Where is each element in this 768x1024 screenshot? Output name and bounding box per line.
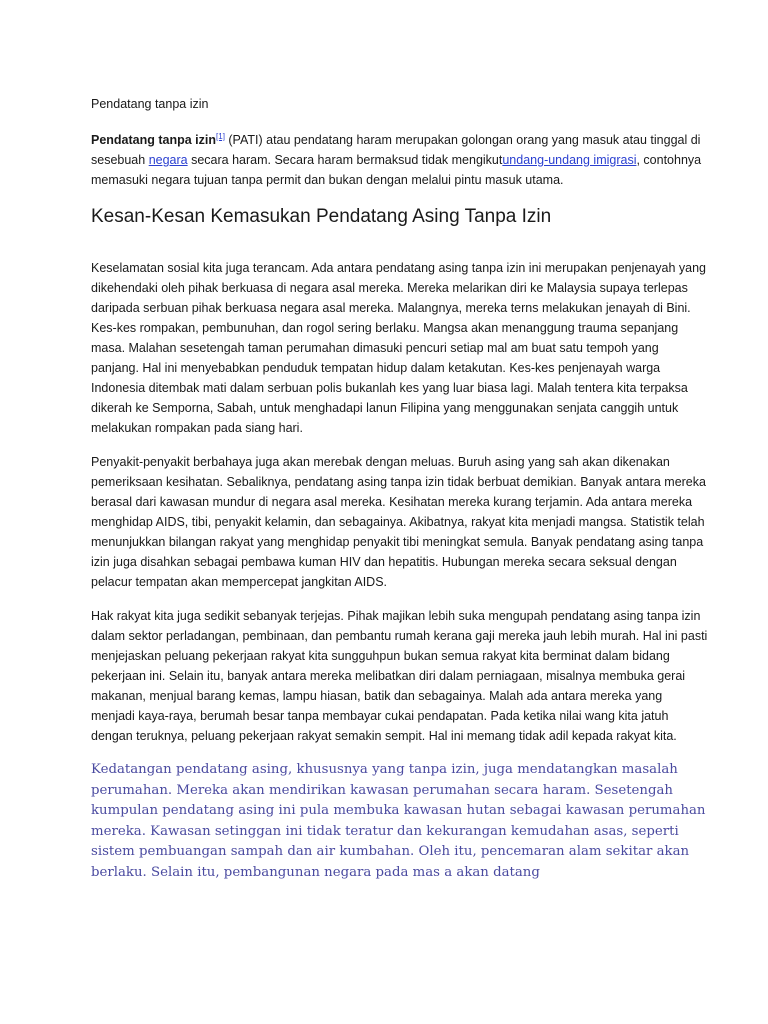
link-negara[interactable]: negara [148,153,188,167]
paragraph-hak-rakyat: Hak rakyat kita juga sedikit sebanyak terjejas. Pihak majikan lebih suka mengupah pendatang asing tanpa izin dalam sektor perladangan, pembinaan, dan pembantu rumah kerana gaji mereka jauh lebih murah. Hal ini pasti menjejaskan peluang pekerjaan rakyat kita sungguhpun bukan semua rakyat kita berminat dalam bidang pekerjaan ini. Selain itu, banyak antara mereka melibatkan diri dalam perniagaan, misalnya membuka gerai makanan, menjual barang kemas, lampu hiasan, batik dan sebagainya. Malah ada antara mereka yang menjadi kaya-raya, berumah besar tanpa membayar cukai pendapatan. Pada ketika nilai wang kita jatuh dengan teruknya, peluang pekerjaan rakyat semakin sempit. Hal ini memang tidak adil kepada rakyat kita. [91,609,708,743]
reference-superscript[interactable] [216,132,225,141]
reference-link[interactable]: [1] [216,131,225,141]
section-heading: Kesan-Kesan Kemasukan Pendatang Asing Tanpa Izin [91,206,552,227]
paragraph-keselamatan: Keselamatan sosial kita juga terancam. Ada antara pendatang asing tanpa izin ini merupakan penjenayah yang dikehendaki oleh pihak berkuasa di negara asal mereka. Mereka melarikan diri ke Malaysia supaya terlepas daripada serbuan pihak berkuasa negara asal mereka. Malangnya, mereka terns melakukan jenayah di Bini. Kes-kes rompakan, pembunuhan, dan rogol sering berlaku. Mangsa akan menanggung trauma sepanjang masa. Malahan sesetengah taman perumahan dimasuki pencuri setiap mal am buat satu tempoh yang panjang. Hal ini menyebabkan penduduk tempatan hidup dalam ketakutan. Kes-kes penjenayah warga Indonesia ditembak mati dalam serbuan polis bukanlah kes yang luar biasa lagi. Malah tentera kita terpaksa dikerah ke Semporna, Sabah, untuk menghadapi lanun Filipina yang menggunakan senjata canggih untuk melakukan rompakan pada siang hari. [91,261,706,435]
intro-paragraph [91,130,708,190]
document-title: Pendatang tanpa izin [91,97,209,111]
intro-text-3: , contohnya memasuki negara tujuan tanpa permit dan bukan dengan melalui pintu masuk utama. [91,153,702,187]
intro-text-2: secara haram. Secara haram bermaksud tidak mengikut [187,153,503,167]
intro-bold-term: Pendatang tanpa izin [91,133,217,147]
intro-text-1: (PATI) atau pendatang haram merupakan golongan orang yang masuk atau tinggal di sesebuah [91,133,701,167]
link-undang-undang-imigrasi[interactable]: undang-undang imigrasi [502,153,637,167]
paragraph-penyakit: Penyakit-penyakit berbahaya juga akan merebak dengan meluas. Buruh asing yang sah akan dikenakan pemeriksaan kesihatan. Sebaliknya, pendatang asing tanpa izin tidak berbuat demikian. Banyak antara mereka berasal dari kawasan mundur di negara asal mereka. Kesihatan mereka kurang terjamin. Ada antara mereka menghidap AIDS, tibi, penyakit kelamin, dan sebagainya. Akibatnya, rakyat kita menjadi mangsa. Statistik telah menunjukkan bilangan rakyat yang menghidap penyakit tibi meningkat semula. Banyak pendatang asing tanpa izin juga disahkan sebagai pembawa kuman HIV dan hepatitis. Hubungan mereka secara seksual dengan pelacur tempatan akan mempercepat jangkitan AIDS. [91,455,706,589]
paragraph-perumahan: Kedatangan pendatang asing, khususnya yang tanpa izin, juga mendatangkan masalah perumahan. Mereka akan mendirikan kawasan perumahan secara haram. Sesetengah kumpulan pendatang asing ini pula membuka kawasan hutan sebagai kawasan perumahan mereka. Kawasan setinggan ini tidak teratur dan kekurangan kemudahan asas, seperti sistem pembuangan sampah dan air kumbahan. Oleh itu, pencemaran alam sekitar akan berlaku. Selain itu, pembangunan negara pada mas a akan datang [91,762,706,880]
